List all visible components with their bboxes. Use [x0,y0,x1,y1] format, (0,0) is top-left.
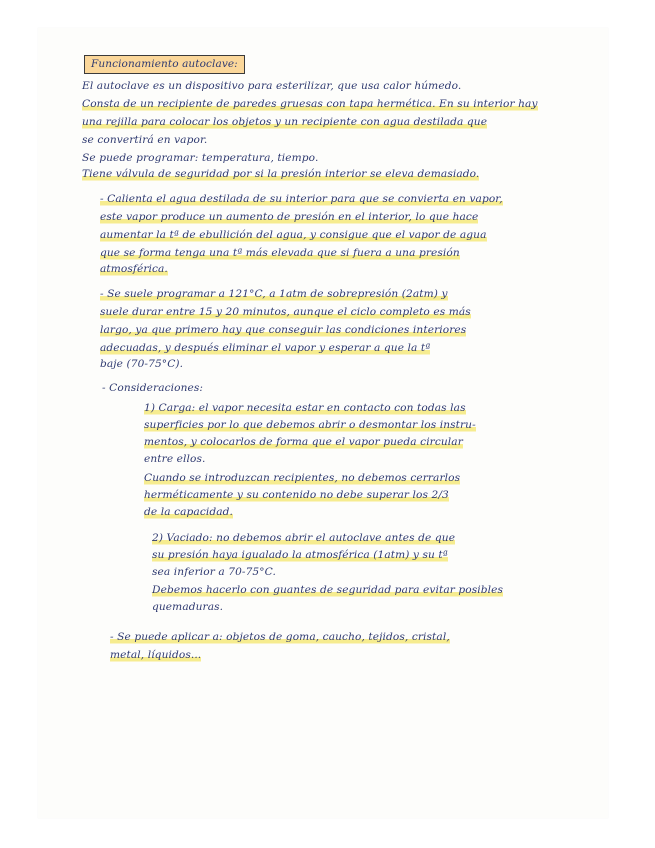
text-line: aumentar la tª de ebullición del agua, y consigue que el vapor de agua [100,229,487,241]
text-line: se convertirá en vapor. [82,134,208,146]
text-line: - Calienta el agua destilada de su interior para que se convierta en vapor, [100,193,503,205]
text-line: El autoclave es un dispositivo para esterilizar, que usa calor húmedo. [82,80,462,92]
text-line: de la capacidad. [144,506,234,518]
text-line: atmosférica. [100,263,168,275]
text-line: Debemos hacerlo con guantes de seguridad para evitar posibles [152,584,504,596]
text-line: superficies por lo que debemos abrir o desmontar los instru- [144,419,476,431]
text-line: Se puede programar: temperatura, tiempo. [82,152,319,164]
text-line: quemaduras. [152,601,224,613]
text-line: que se forma tenga una tª más elevada que si fuera a una presión [100,247,460,259]
text-line: Consta de un recipiente de paredes gruesas con tapa hermética. En su interior hay [82,98,538,110]
text-line: entre ellos. [144,453,206,465]
text-line: - Consideraciones: [102,382,204,394]
text-line: Tiene válvula de seguridad por si la presión interior se eleva demasiado. [82,168,480,180]
text-line: metal, líquidos... [110,649,202,661]
text-line: - Se suele programar a 121°C, a 1atm de sobrepresión (2atm) y [100,288,448,300]
text-line: una rejilla para colocar los objetos y un recipiente con agua destilada que [82,116,488,128]
text-line: 1) Carga: el vapor necesita estar en contacto con todas las [144,402,466,414]
notebook-page [38,28,608,818]
text-line: sea inferior a 70-75°C. [152,566,276,578]
text-line: adecuadas, y después eliminar el vapor y esperar a que la tª [100,342,431,354]
text-line: - Se puede aplicar a: objetos de goma, caucho, tejidos, cristal, [110,631,450,643]
text-line: suele durar entre 15 y 20 minutos, aunque el ciclo completo es más [100,306,471,318]
text-line: su presión haya igualado la atmosférica (1atm) y su tª [152,549,448,561]
page-title: Funcionamiento autoclave: [84,55,245,74]
text-line: largo, ya que primero hay que conseguir las condiciones interiores [100,324,467,336]
text-line: Cuando se introduzcan recipientes, no debemos cerrarlos [144,472,461,484]
text-line: herméticamente y su contenido no debe superar los 2/3 [144,489,449,501]
text-line: este vapor produce un aumento de presión en el interior, lo que hace [100,211,479,223]
text-line: mentos, y colocarlos de forma que el vapor pueda circular [144,436,463,448]
text-line: baje (70-75°C). [100,358,184,370]
text-line: 2) Vaciado: no debemos abrir el autoclave antes de que [152,532,456,544]
